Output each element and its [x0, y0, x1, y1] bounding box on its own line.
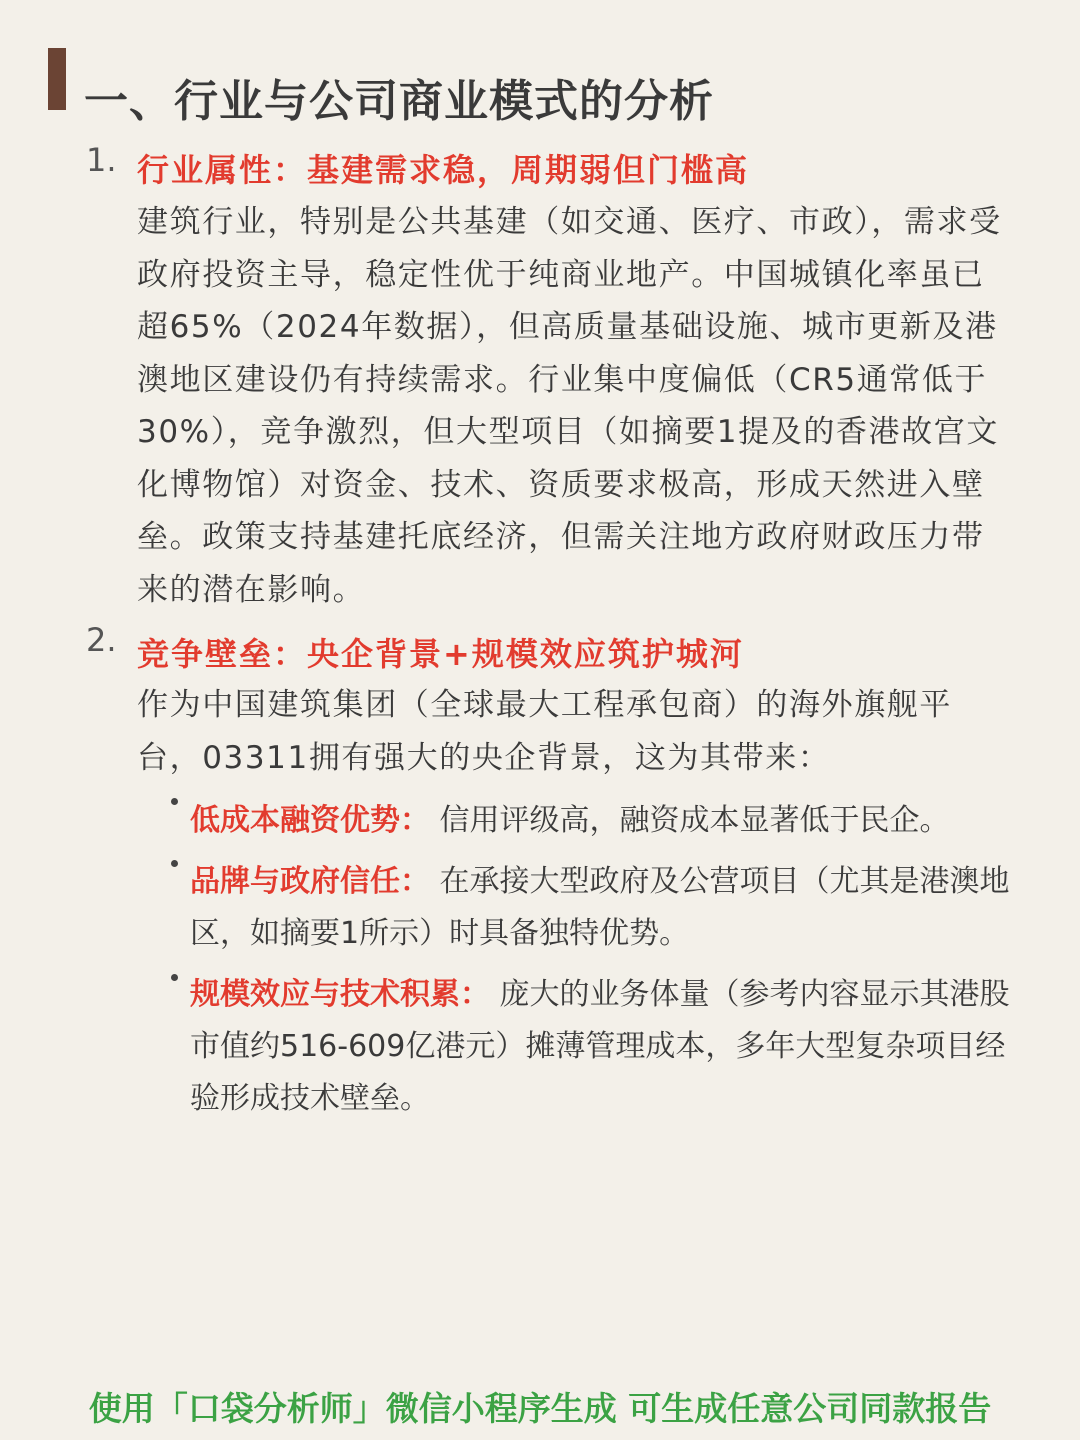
bullet-text: 庞大的业务体量（参考内容显示其港股市值约516-609亿港元）摊薄管理成本，多年大型复杂项目经验形成技术壁垒。: [190, 977, 1010, 1116]
bullet-label: 规模效应与技术积累：: [190, 977, 490, 1012]
bullet-item: [190, 969, 1025, 1125]
bullet-label: 品牌与政府信任：: [190, 864, 430, 899]
bullet-dot: [171, 860, 178, 867]
bullet-label: 低成本融资优势：: [190, 803, 430, 838]
section-title-accent-bar: [48, 48, 66, 110]
bullet-dot: [171, 974, 178, 981]
bullet-item: [190, 856, 1025, 960]
footer-promo: 使用「口袋分析师」微信小程序生成 可生成任意公司同款报告: [88, 1389, 992, 1428]
bullet-dot: [171, 798, 178, 805]
bullet-text: 在承接大型政府及公营项目（尤其是港澳地区，如摘要1所示）时具备独特优势。: [190, 864, 1010, 951]
bullet-item: [190, 795, 1025, 847]
item-heading: 行业属性：基建需求稳，周期弱但门槛高: [137, 151, 750, 189]
item-number: 2.: [86, 621, 117, 659]
item-heading: 竞争壁垒：央企背景+规模效应筑护城河: [137, 635, 744, 673]
item-body: 建筑行业，特别是公共基建（如交通、医疗、市政），需求受政府投资主导，稳定性优于纯商业地产。中国城镇化率虽已超65%（2024年数据），但高质量基础设施、城市更新及港澳地区建设仍有持续需求。行业集中度偏低（CR5通常低于30%），竞争激烈，但大型项目（如摘要1提及的香港故宫文化博物馆）对资金、技术、资质要求极高，形成天然进入壁垒。政策支持基建托底经济，但需关注地方政府财政压力带来的潜在影响。: [137, 204, 1002, 608]
item-body: 作为中国建筑集团（全球最大工程承包商）的海外旗舰平台，03311拥有强大的央企背景，这为其带来：: [137, 687, 952, 776]
section-title: 一、行业与公司商业模式的分析: [84, 76, 714, 127]
bullet-text: 信用评级高，融资成本显著低于民企。: [430, 803, 950, 838]
item-number: 1.: [86, 141, 117, 179]
